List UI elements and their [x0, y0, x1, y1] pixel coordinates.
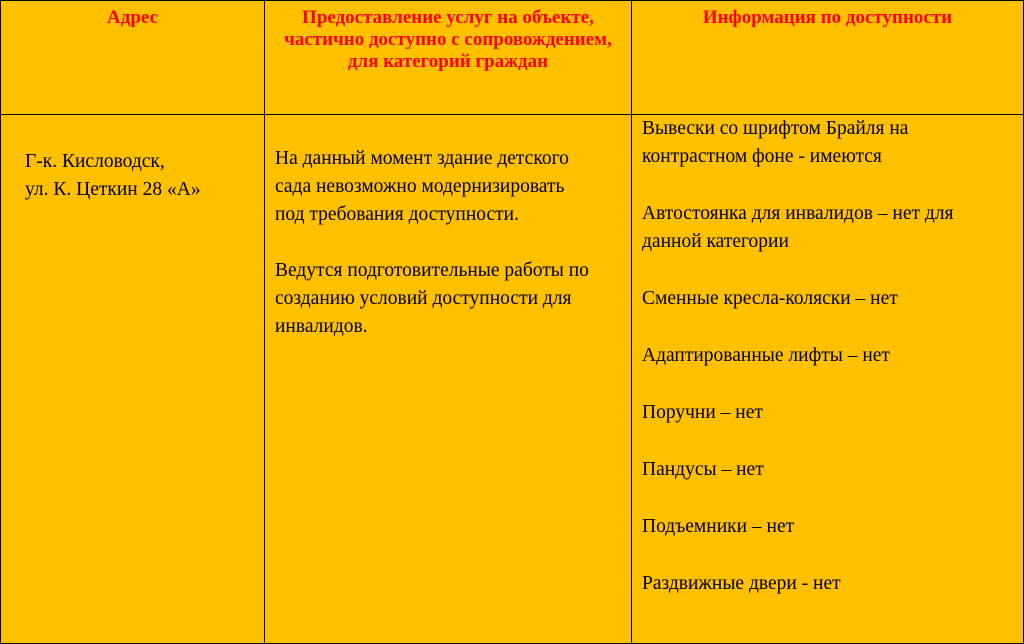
address-city: Г-к. Кисловодск, [25, 151, 165, 172]
address-cell [1, 115, 265, 644]
services-cell [265, 115, 632, 644]
header-accessibility-info: Информация по доступности [632, 1, 1024, 115]
table-row [1, 115, 1024, 644]
accessibility-info-cell [632, 115, 1024, 644]
info-handrails: Поручни – нет [642, 402, 763, 423]
info-ramps: Пандусы – нет [642, 459, 764, 480]
info-sliding-doors: Раздвижные двери - нет [642, 573, 841, 594]
service-paragraph: Ведутся подготовительные работы по созданию условий доступности для инвалидов. [275, 260, 589, 337]
address-street: ул. К. Цеткин 28 «А» [25, 179, 201, 200]
info-elevators: Адаптированные лифты – нет [642, 345, 890, 366]
header-address: Адрес [1, 1, 265, 115]
service-paragraph: На данный момент здание детского сада невозможно модернизировать под требования доступности. [275, 148, 569, 225]
info-parking: Автостоянка для инвалидов – нет для данной категории [642, 203, 954, 252]
info-wheelchairs: Сменные кресла-коляски – нет [642, 288, 898, 309]
info-braille-signs: Вывески со шрифтом Брайля на контрастном фоне - имеются [642, 118, 909, 167]
header-services: Предоставление услуг на объекте, частично доступно с сопровождением, для категорий граждан [265, 1, 632, 115]
info-lifts: Подъемники – нет [642, 516, 795, 537]
table-header-row [1, 1, 1024, 115]
